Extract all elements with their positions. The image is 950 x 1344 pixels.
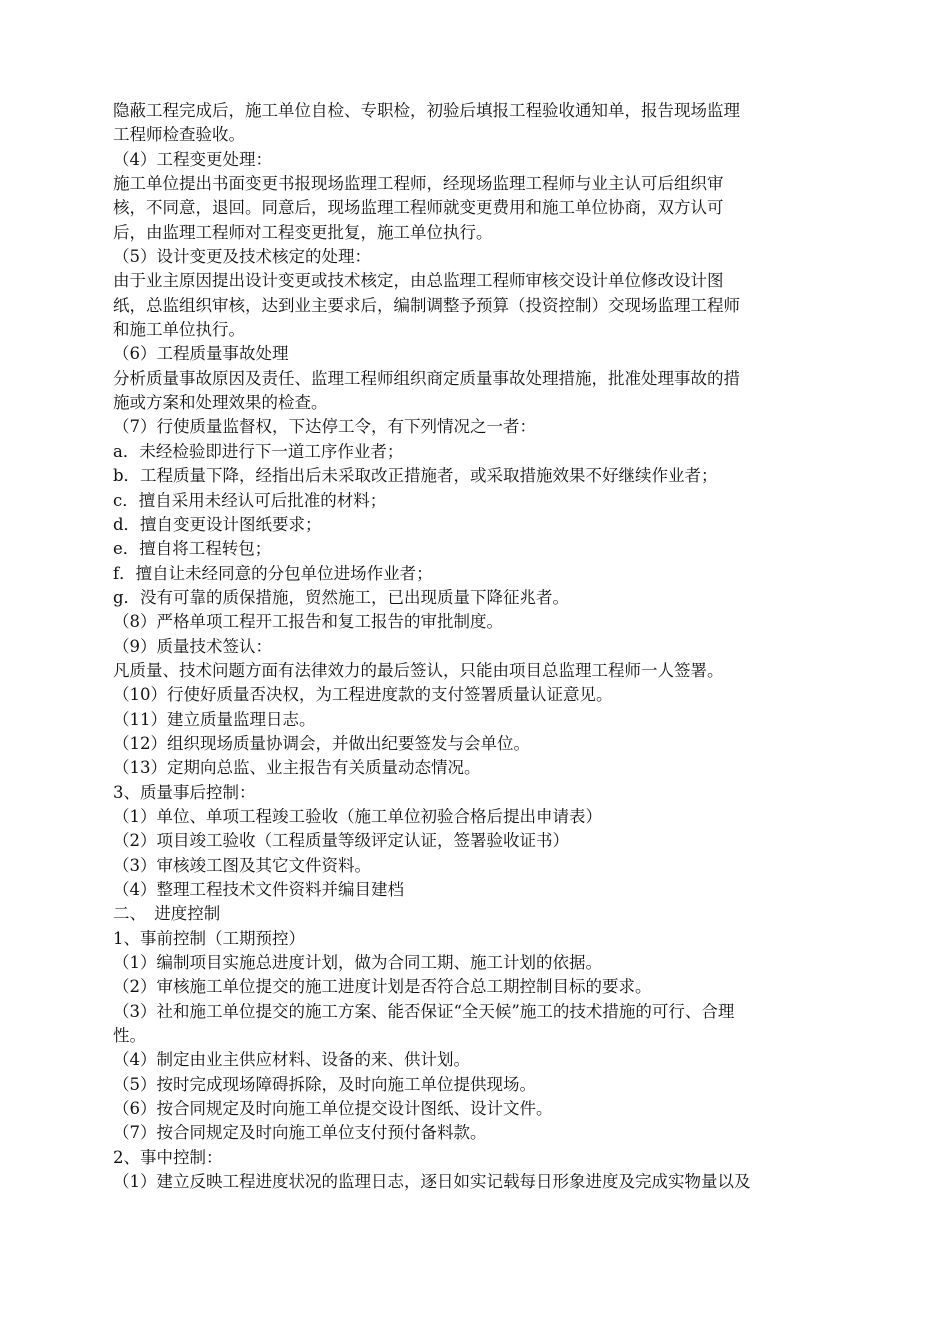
- list-item: （1）单位、单项工程竣工验收（施工单位初验合格后提出申请表）: [113, 806, 602, 826]
- text-line: 凡质量、技术问题方面有法律效力的最后签认，只能由项目总监理工程师一人签署。: [113, 660, 724, 680]
- list-item: （2）审核施工单位提交的施工进度计划是否符合总工期控制目标的要求。: [113, 977, 652, 997]
- list-item: d．擅自变更设计图纸要求；: [113, 514, 322, 534]
- text-line: 隐蔽工程完成后，施工单位自检、专职检，初验后填报工程验收通知单，报告现场监理: [113, 101, 740, 120]
- list-item: （1）建立反映工程进度状况的监理日志，逐日如实记载每日形象进度及完成实物量以及: [113, 1172, 751, 1192]
- list-item: a．未经检验即进行下一道工序作业者；: [113, 441, 404, 461]
- section-heading: （5）设计变更及技术核定的处理：: [113, 247, 371, 267]
- section-heading: （12）组织现场质量协调会，并做出纪要签发与会单位。: [113, 733, 530, 753]
- list-item: g．没有可靠的质保措施，贸然施工，已出现质量下降征兆者。: [113, 587, 570, 607]
- section-heading: （6）工程质量事故处理: [113, 344, 289, 364]
- section-heading: （8）严格单项工程开工报告和复工报告的审批制度。: [113, 612, 503, 632]
- text-line: 后，由监理工程师对工程变更批复，施工单位执行。: [113, 222, 493, 242]
- list-item: f．擅自让未经同意的分包单位进场作业者；: [113, 563, 433, 583]
- list-item: c．擅自采用未经认可后批准的材料；: [113, 490, 387, 510]
- text-line: 分析质量事故原因及责任、监理工程师组织商定质量事故处理措施，批准处理事故的措: [113, 368, 740, 388]
- section-heading: （10）行使好质量否决权，为工程进度款的支付签署质量认证意见。: [113, 685, 613, 705]
- list-item: （1）编制项目实施总进度计划，做为合同工期、施工计划的依据。: [113, 953, 602, 973]
- section-heading: 2、事中控制：: [113, 1147, 223, 1167]
- text-line: 施或方案和处理效果的检查。: [113, 393, 328, 413]
- text-line: 施工单位提出书面变更书报现场监理工程师，经现场监理工程师与业主认可后组织审: [113, 174, 724, 194]
- list-item: （6）按合同规定及时向施工单位提交设计图纸、设计文件。: [113, 1099, 553, 1119]
- list-item: （2）项目竣工验收（工程质量等级评定认证，签署验收证书）: [113, 831, 569, 851]
- section-heading: （4）工程变更处理：: [113, 149, 272, 169]
- text-line: 工程师检查验收。: [113, 125, 245, 145]
- section-heading: 3、质量事后控制：: [113, 782, 256, 802]
- text-line: 和施工单位执行。: [113, 320, 245, 340]
- list-item: （4）制定由业主供应材料、设备的来、供计划。: [113, 1050, 470, 1070]
- list-item: （3）审核竣工图及其它文件资料。: [113, 855, 371, 875]
- text-line: 核，不同意，退回。同意后，现场监理工程师就变更费用和施工单位协商，双方认可: [113, 198, 724, 218]
- section-heading: （11）建立质量监理日志。: [113, 709, 316, 729]
- section-heading: 1、事前控制（工期预控）: [113, 928, 305, 948]
- list-item: b．工程质量下降，经指出后未采取改正措施者，或采取措施效果不好继续作业者；: [113, 466, 718, 486]
- list-item: （4）整理工程技术文件资料并编目建档: [113, 880, 404, 899]
- list-item: e．擅自将工程转包；: [113, 539, 272, 559]
- chapter-heading: 二、 进度控制: [113, 904, 221, 924]
- list-item: （3）社和施工单位提交的施工方案、能否保证“全天候”施工的技术措施的可行、合理: [113, 1001, 735, 1021]
- section-heading: （7）行使质量监督权，下达停工令，有下列情况之一者：: [113, 417, 536, 437]
- document-page: [113, 99, 853, 1194]
- text-line: 纸，总监组织审核，达到业主要求后，编制调整予预算（投资控制）交现场监理工程师: [113, 295, 740, 315]
- list-item: （7）按合同规定及时向施工单位支付预付备料款。: [113, 1123, 487, 1143]
- text-line: 由于业主原因提出设计变更或技术核定，由总监理工程师审核交设计单位修改设计图: [113, 271, 724, 291]
- list-item: （5）按时完成现场障碍拆除，及时向施工单位提供现场。: [113, 1074, 536, 1094]
- section-heading: （9）质量技术签认：: [113, 636, 272, 656]
- text-line: 性。: [113, 1026, 146, 1046]
- section-heading: （13）定期向总监、业主报告有关质量动态情况。: [113, 758, 481, 778]
